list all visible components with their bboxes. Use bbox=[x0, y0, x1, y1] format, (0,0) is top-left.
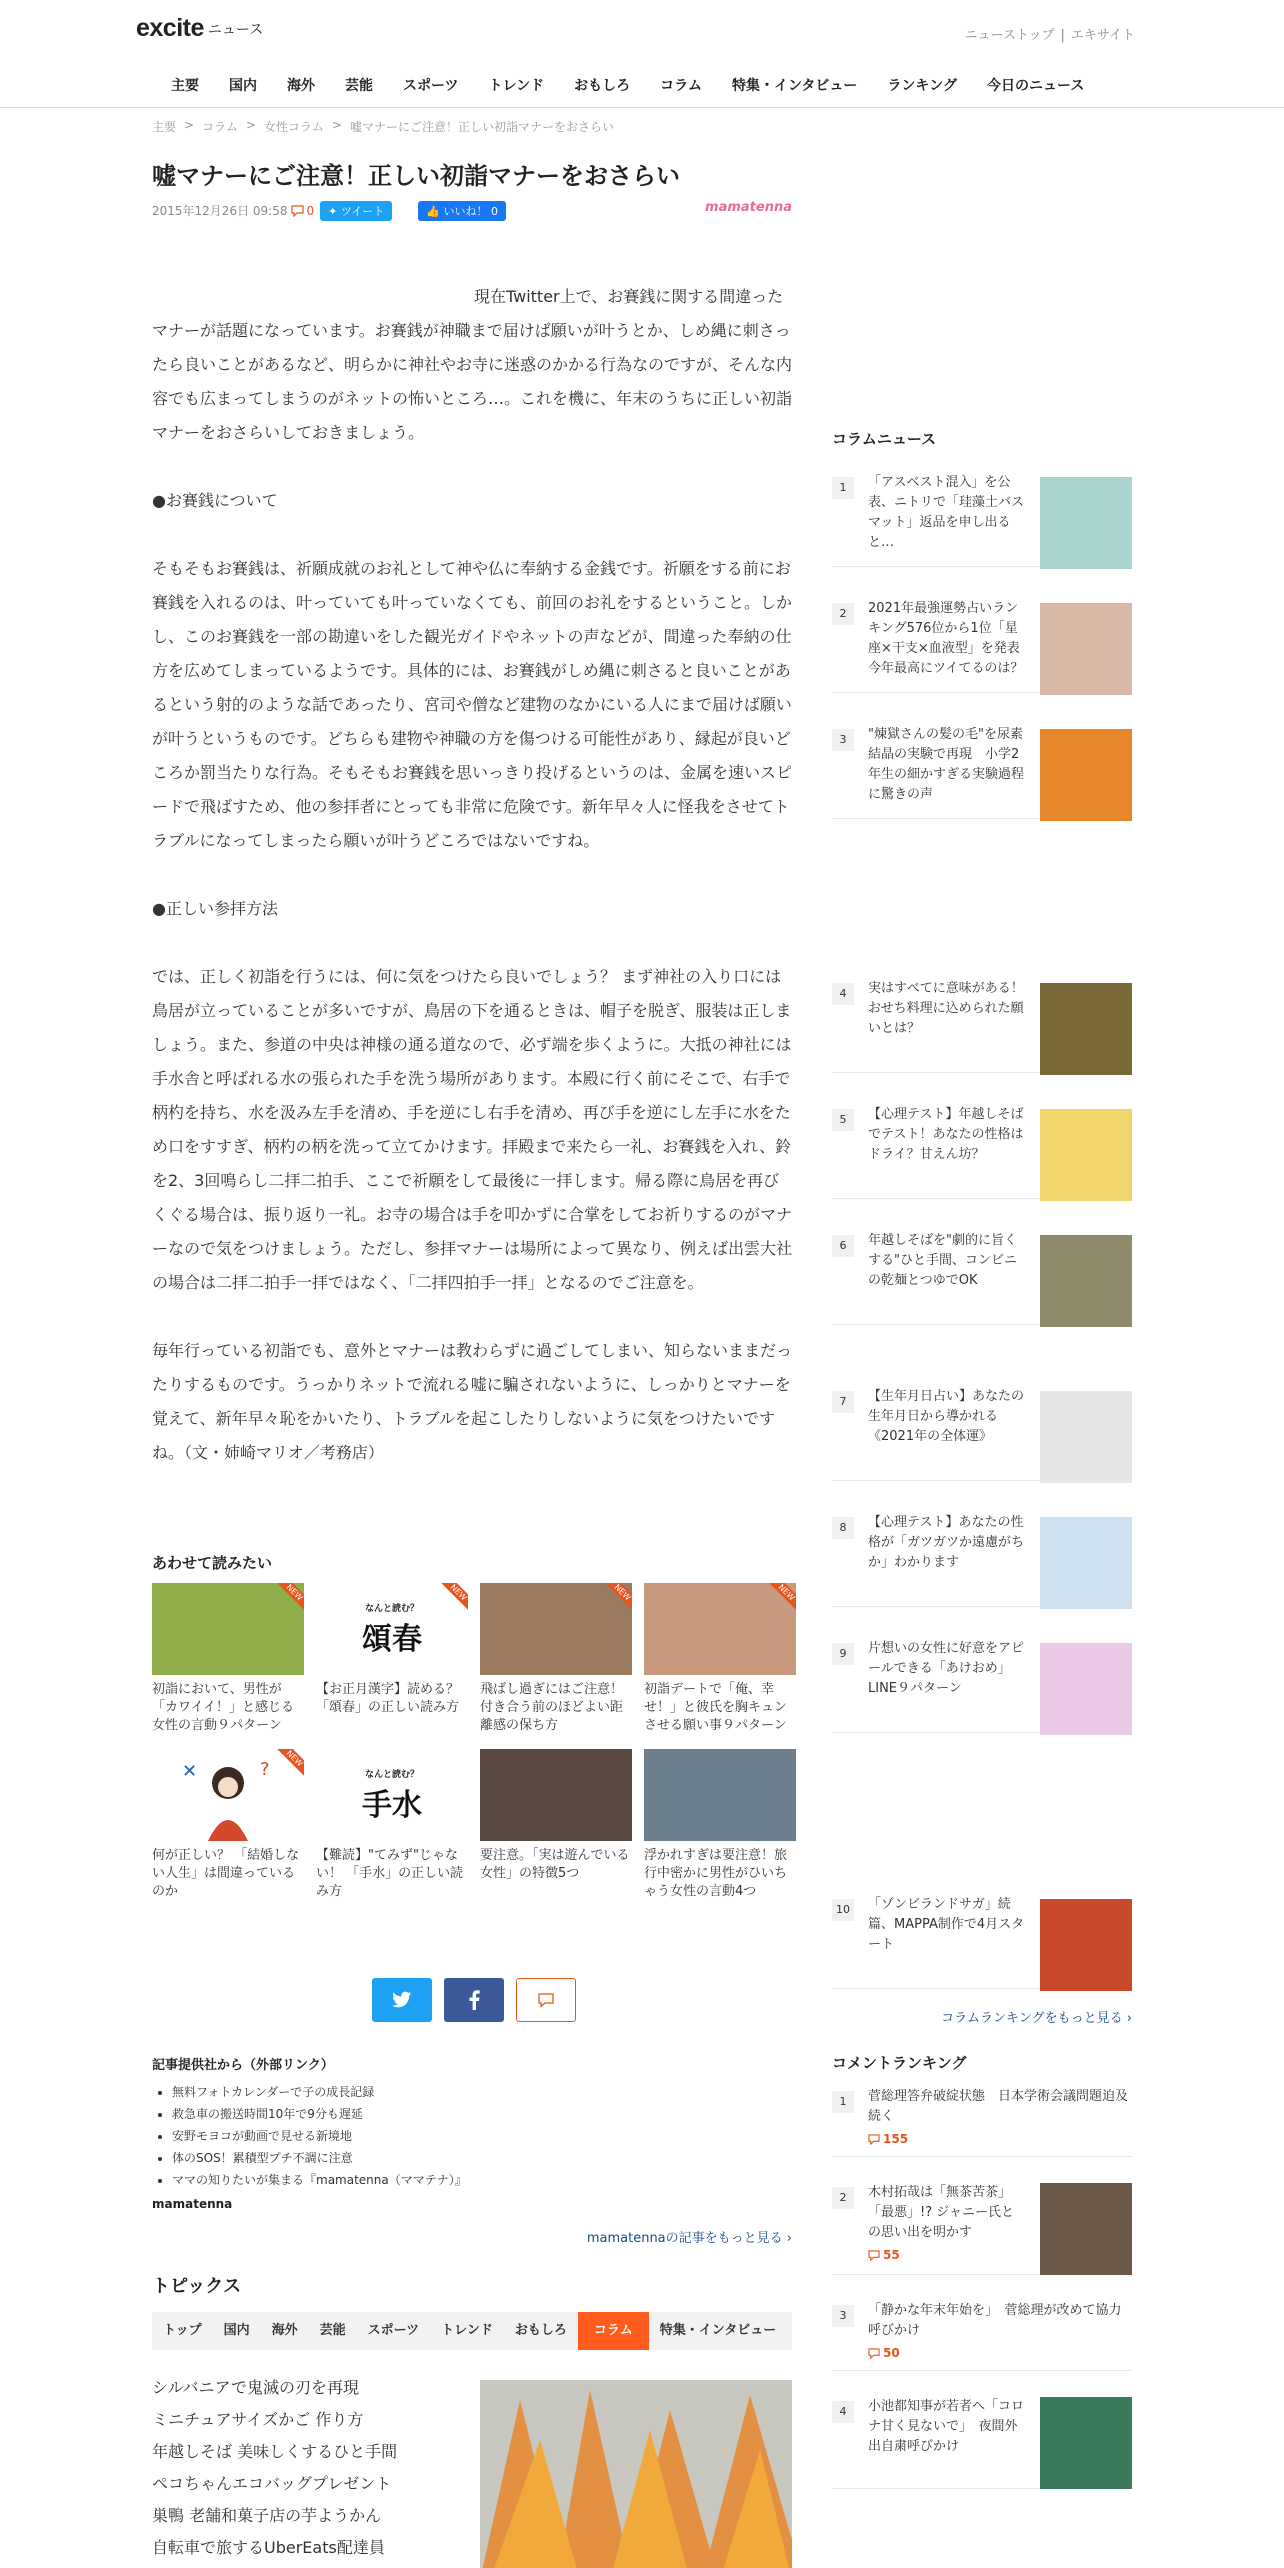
article-date: 2015年12月26日 09:58 bbox=[152, 204, 288, 219]
column-news-item[interactable] bbox=[832, 441, 1132, 567]
related-article-title: 要注意。「実は遊んでいる女性」の特徴5つ bbox=[480, 1848, 630, 1881]
related-article-card[interactable] bbox=[644, 1583, 796, 1735]
related-article-title: 浮かれすぎは要注意！旅行中密かに男性がひいちゃう女性の言動4つ bbox=[644, 1848, 788, 1899]
column-news-title: 「アスベスト混入」を公表、ニトリで「珪藻土バスマット」返品を申し出ると… bbox=[868, 475, 1025, 550]
topics-tab[interactable]: 国内 bbox=[223, 2323, 250, 2338]
comment-ranking-item[interactable] bbox=[832, 2157, 1132, 2275]
provider-logo[interactable]: mamatenna bbox=[705, 199, 792, 215]
ad-slot bbox=[832, 1733, 1132, 1863]
nav-item[interactable]: 海外 bbox=[287, 78, 315, 94]
nav-item[interactable]: 芸能 bbox=[345, 78, 373, 94]
nav-item[interactable]: おもしろ bbox=[574, 78, 631, 94]
column-news-thumbnail bbox=[1040, 1109, 1132, 1201]
related-article-card[interactable] bbox=[480, 1749, 632, 1901]
related-article-thumbnail bbox=[644, 1583, 796, 1675]
column-news-thumbnail bbox=[1040, 983, 1132, 1075]
related-article-card[interactable] bbox=[316, 1749, 468, 1901]
related-article-title: 初詣において、男性が「カワイイ！」と感じる女性の言動９パターン bbox=[152, 1682, 294, 1733]
nav-item[interactable]: 特集・インタビュー bbox=[731, 78, 858, 94]
comment-count-value: 155 bbox=[883, 2132, 909, 2146]
breadcrumb-item: 嘘マナーにご注意！正しい初詣マナーをおさらい bbox=[349, 120, 614, 134]
article-paragraph: そもそもお賽銭は、祈願成就のお礼として神や仏に奉納する金銭です。祈願をする前にお賽銭を入れるのは、叶っていても叶っていなくても、前回のお礼をするということ。しかし、このお賽銭を一部の勘違いをした観光ガイドやネットの声などが、間違った奉納の仕方を広めてしまっているようです。具体的には、お賽銭がしめ縄に刺さると良いことがあるという射的のような話であったり、宮司や僧など建物のなかにいる人にまで届けば願いが叶うというものです。どちらも建物や神職の方を傷つける可能性があり、縁起が良いどころか罰当たりな行為。そもそもお賽銭を思いっきり投げるというのは、金属を速いスピードで飛ばすため、他の参拝者にとっても非常に危険です。新年早々人に怪我をさせてトラブルになってしまったら願いが叶うどころではないですね。 bbox=[152, 558, 793, 850]
article-paragraph: 毎年行っている初詣でも、意外とマナーは教わらずに過ごしてしまい、知らないままだったりするものです。うっかりネットで流れる嘘に騙されないように、しっかりとマナーを覚えて、新年早々恥をかいたり、トラブルを起こしたりしないように気をつけたいですね。（文・姉崎マリオ／考務店） bbox=[152, 1340, 793, 1462]
column-news-thumbnail bbox=[1040, 1235, 1132, 1327]
related-article-thumbnail bbox=[152, 1583, 304, 1675]
rank-number: 5 bbox=[832, 1109, 854, 1131]
breadcrumb-separator: > bbox=[245, 118, 257, 132]
related-article-title: 飛ばし過ぎにはご注意！付き合う前のほどよい距離感の保ち方 bbox=[480, 1682, 624, 1733]
topic-link[interactable]: シルバニアで鬼滅の刃を再現 bbox=[152, 2378, 359, 2397]
chevron-right-icon: › bbox=[786, 2231, 792, 2246]
column-news-title: "煉獄さんの髪の毛"を尿素結晶の実験で再現 小学2年生の細かすぎる実験過程に驚きの声 bbox=[868, 727, 1025, 802]
rank-number: 1 bbox=[832, 2091, 854, 2113]
comment-icon bbox=[868, 2250, 880, 2261]
chevron-right-icon: › bbox=[1126, 2011, 1132, 2026]
column-news-thumbnail bbox=[1040, 1391, 1132, 1483]
twitter-bird-icon: ✦ bbox=[328, 204, 341, 218]
related-article-thumbnail bbox=[316, 1749, 468, 1841]
column-news-heading: コラムニュース bbox=[832, 430, 937, 448]
topics-section bbox=[152, 2272, 792, 2564]
topics-tab[interactable]: コラム bbox=[578, 2312, 649, 2350]
topics-tabs bbox=[152, 2312, 792, 2350]
article-meta bbox=[152, 200, 792, 222]
column-news-thumbnail bbox=[1040, 1899, 1132, 1991]
excite-logo[interactable] bbox=[136, 14, 263, 43]
topic-link[interactable]: 年越しそば 美味しくするひと手間 bbox=[152, 2442, 398, 2461]
header-link-excite[interactable]: エキサイト bbox=[1070, 28, 1135, 43]
comment-count-value: 50 bbox=[883, 2346, 900, 2360]
nav-item[interactable]: 主要 bbox=[171, 78, 199, 94]
breadcrumb-item[interactable]: コラム bbox=[202, 120, 238, 134]
ad-slot bbox=[832, 819, 1132, 947]
comment-ranking-count bbox=[868, 2245, 1026, 2265]
site-header bbox=[0, 0, 1284, 64]
related-article-title: 【お正月漢字】読める？ 「頌春」の正しい読み方 bbox=[316, 1682, 460, 1715]
svg-text:✕: ✕ bbox=[182, 1761, 198, 1782]
comment-count-value: 55 bbox=[883, 2248, 900, 2262]
comment-ranking-count bbox=[868, 2129, 1132, 2149]
topics-heading: トピックス bbox=[152, 2276, 242, 2297]
column-news-title: 2021年最強運勢占いランキング576位から1位「星座×干支×血液型」を発表 今年最高にツイてるのは？ bbox=[868, 601, 1033, 676]
breadcrumb bbox=[152, 118, 614, 135]
topics-featured-image[interactable] bbox=[480, 2380, 792, 2568]
column-news-item[interactable] bbox=[832, 567, 1132, 693]
sidebar bbox=[832, 428, 1132, 2489]
share-buttons bbox=[372, 1978, 576, 2022]
external-link[interactable]: • 無料フォトカレンダーで子の成長記録 bbox=[172, 2081, 792, 2103]
facebook-icon bbox=[469, 1990, 480, 2010]
topic-link[interactable]: 自転車で旅するUberEats配達員 bbox=[152, 2538, 385, 2557]
column-news-item[interactable] bbox=[832, 693, 1132, 819]
thumbs-up-icon: 👍 bbox=[426, 204, 444, 218]
more-provider-articles-link[interactable] bbox=[152, 2227, 792, 2246]
comment-ranking-body bbox=[868, 2087, 1132, 2149]
tweet-label: ツイート bbox=[340, 204, 385, 218]
comment-icon bbox=[868, 2348, 880, 2359]
column-news-title: 実はすべてに意味がある！おせち料理に込められた願いとは？ bbox=[868, 981, 1024, 1036]
new-badge: NEW bbox=[602, 1583, 632, 1613]
breadcrumb-separator: > bbox=[184, 118, 195, 132]
related-article-thumbnail bbox=[316, 1583, 468, 1675]
external-links bbox=[152, 2054, 792, 2246]
ad-slot bbox=[832, 1325, 1132, 1355]
comment-icon bbox=[291, 205, 304, 217]
related-article-thumbnail bbox=[480, 1749, 632, 1841]
breadcrumb-separator: > bbox=[331, 118, 342, 132]
rank-number: 4 bbox=[832, 2401, 854, 2423]
related-article-title: 何が正しい？ 「結婚しない人生」は間違っているのか bbox=[152, 1848, 300, 1899]
topics-tab[interactable]: スポーツ bbox=[367, 2323, 420, 2338]
nav-item[interactable]: コラム bbox=[660, 78, 702, 94]
column-news-item[interactable] bbox=[832, 947, 1132, 1073]
article-title: 嘘マナーにご注意！正しい初詣マナーをおさらい bbox=[152, 162, 680, 190]
column-news-item[interactable] bbox=[832, 1607, 1132, 1733]
breadcrumb-item[interactable]: 女性コラム bbox=[264, 120, 324, 134]
comment-button[interactable] bbox=[516, 1978, 576, 2022]
comment-ranking-thumbnail bbox=[1040, 2397, 1132, 2489]
comment-icon bbox=[868, 2134, 880, 2145]
related-article-thumbnail bbox=[644, 1749, 796, 1841]
topics-tab[interactable]: 海外 bbox=[271, 2323, 298, 2338]
topics-tab[interactable]: トップ bbox=[163, 2323, 202, 2338]
topics-tab[interactable]: おもしろ bbox=[514, 2323, 567, 2338]
comment-ranking-body bbox=[868, 2397, 1026, 2457]
external-link[interactable]: • 救急車の搬送時間10年で9分も遅延 bbox=[172, 2103, 792, 2125]
related-article-card[interactable] bbox=[644, 1749, 796, 1901]
related-article-thumbnail bbox=[152, 1749, 304, 1841]
new-badge: NEW bbox=[438, 1583, 468, 1613]
related-article-card[interactable] bbox=[316, 1583, 468, 1735]
thumbnail-kicker: なんと読む？ bbox=[364, 1603, 419, 1614]
related-article-card[interactable] bbox=[480, 1583, 632, 1735]
topics-tab[interactable]: トレンド bbox=[441, 2323, 493, 2338]
column-news-thumbnail bbox=[1040, 729, 1132, 821]
comment-ranking-title: 菅総理答弁破綻状態 日本学術会議問題迫及続く bbox=[868, 2089, 1129, 2124]
thumbnail-kicker: なんと読む？ bbox=[364, 1769, 419, 1780]
external-link[interactable]: • 体のSOS！累積型プチ不調に注意 bbox=[172, 2147, 792, 2169]
twitter-share-button[interactable] bbox=[372, 1978, 432, 2022]
global-nav bbox=[0, 64, 1284, 108]
column-news-item[interactable] bbox=[832, 1863, 1132, 1989]
nav-item[interactable]: 今日のニュース bbox=[987, 78, 1085, 94]
topics-tab[interactable]: 特集・インタビュー bbox=[659, 2323, 777, 2338]
column-news-thumbnail bbox=[1040, 1517, 1132, 1609]
external-source: mamatenna bbox=[152, 2197, 233, 2211]
comment-ranking-title: 「静かな年末年始を」 菅総理が改めて協力呼びかけ bbox=[868, 2303, 1122, 2338]
twitter-icon bbox=[392, 1991, 412, 2009]
article-body bbox=[152, 280, 792, 1470]
nav-item[interactable]: スポーツ bbox=[403, 78, 459, 94]
column-news-thumbnail bbox=[1040, 603, 1132, 695]
header-links bbox=[962, 24, 1138, 43]
column-news-title: 【生年月日占い】あなたの生年月日から導かれる《2021年の全体運》 bbox=[868, 1389, 1025, 1444]
related-article-title: 初詣デートで「俺、幸せ！」と彼氏を胸キュンさせる願い事９パターン bbox=[644, 1682, 788, 1733]
header-link-separator: | bbox=[1060, 28, 1065, 43]
column-news-thumbnail bbox=[1040, 1643, 1132, 1735]
topic-link[interactable]: ペコちゃんエコバッグプレゼント bbox=[152, 2474, 392, 2493]
nav-item[interactable]: トレンド bbox=[488, 78, 545, 94]
comment-ranking-heading: コメントランキング bbox=[832, 2054, 967, 2072]
more-label: mamatennaの記事をもっと見る bbox=[586, 2231, 783, 2246]
column-news-thumbnail bbox=[1040, 477, 1132, 569]
logo-mark: excite bbox=[136, 14, 204, 42]
related-article-card[interactable] bbox=[152, 1583, 304, 1735]
rank-number: 6 bbox=[832, 1235, 854, 1257]
related-heading: あわせて読みたい bbox=[152, 1554, 273, 1572]
comment-ranking-body bbox=[868, 2183, 1026, 2265]
column-news-item[interactable] bbox=[832, 1481, 1132, 1607]
column-news-title: 年越しそばを"劇的に旨くする"ひと手間、コンビニの乾麺とつゆでOK bbox=[868, 1233, 1017, 1288]
tweet-button[interactable] bbox=[320, 201, 392, 221]
like-label: いいね！ 0 bbox=[443, 204, 498, 218]
comment-ranking-title: 小池都知事が若者へ「コロナ甘く見ないで」 夜間外出自粛呼びかけ bbox=[868, 2399, 1025, 2454]
comment-ranking-title: 木村拓哉は「無茶苦茶」「最悪」!? ジャニー氏との思い出を明かす bbox=[868, 2185, 1014, 2240]
topic-link[interactable]: ミニチュアサイズかご 作り方 bbox=[152, 2410, 364, 2429]
new-badge: NEW bbox=[274, 1749, 304, 1779]
column-news-item[interactable] bbox=[832, 1355, 1132, 1481]
column-news-item[interactable] bbox=[832, 1073, 1132, 1199]
svg-text:?: ? bbox=[260, 1759, 270, 1780]
external-link[interactable]: • ママの知りたいが集まる『mamatenna（ママテナ）』 bbox=[172, 2169, 792, 2191]
nav-item[interactable]: 国内 bbox=[229, 78, 257, 94]
comment-count[interactable] bbox=[291, 204, 314, 218]
comment-ranking-item[interactable] bbox=[832, 2061, 1132, 2157]
article-paragraph: 現在Twitter上で、お賽銭に関する間違ったマナーが話題になっています。お賽銭が神職まで届けば願いが叶うとか、しめ縄に刺さったら良いことがあるなど、明らかに神社やお寺に迷惑のかかる行為なのですが、そんな内容でも広まってしまうのがネットの怖いところ…。これを機に、年末のうちに正しい初詣マナーをおさらいしておきましょう。 bbox=[152, 286, 793, 442]
external-link[interactable]: • 安野モヨコが動画で見せる新境地 bbox=[172, 2125, 792, 2147]
topics-tab[interactable]: 芸能 bbox=[319, 2323, 346, 2338]
related-article-card[interactable] bbox=[152, 1749, 304, 1901]
column-news-item[interactable] bbox=[832, 1199, 1132, 1325]
column-news-title: 「ゾンビランドサガ」続篇、MAPPA制作で4月スタート bbox=[868, 1897, 1025, 1952]
facebook-share-button[interactable] bbox=[444, 1978, 504, 2022]
rank-number: 1 bbox=[832, 477, 854, 499]
rank-number: 9 bbox=[832, 1643, 854, 1665]
article-subheading: ●正しい参拝方法 bbox=[152, 898, 278, 918]
column-ranking-more-link[interactable] bbox=[832, 2007, 1132, 2026]
header-link-news-top[interactable]: ニューストップ bbox=[964, 28, 1055, 43]
thumbnail-label: 頌春 bbox=[362, 1621, 422, 1657]
comment-ranking-body bbox=[868, 2301, 1132, 2363]
topic-link[interactable]: 巣鴨 老舗和菓子店の芋ようかん bbox=[152, 2506, 382, 2525]
comment-count-value: 0 bbox=[306, 203, 315, 218]
external-links-heading: 記事提供社から（外部リンク） bbox=[152, 2058, 334, 2073]
new-badge: NEW bbox=[766, 1583, 796, 1613]
rank-number: 4 bbox=[832, 983, 854, 1005]
comment-ranking-thumbnail bbox=[1040, 2183, 1132, 2275]
column-news-title: 【心理テスト】年越しそばでテスト！あなたの性格はドライ？甘えん坊？ bbox=[868, 1107, 1024, 1162]
rank-number: 2 bbox=[832, 603, 854, 625]
woman-illustration-icon bbox=[152, 1749, 304, 1841]
thumbnail-label: 手水 bbox=[362, 1787, 422, 1823]
rank-number: 3 bbox=[832, 2305, 854, 2327]
column-ranking-more-label: コラムランキングをもっと見る bbox=[941, 2011, 1123, 2026]
related-articles bbox=[152, 1552, 796, 1901]
breadcrumb-item[interactable]: 主要 bbox=[152, 120, 177, 134]
related-article-title: 【難読】"てみず"じゃない！ 「手水」の正しい読み方 bbox=[316, 1848, 464, 1899]
nav-item[interactable]: ランキング bbox=[887, 78, 958, 94]
comment-icon bbox=[538, 1993, 554, 2008]
rank-number: 3 bbox=[832, 729, 854, 751]
article bbox=[152, 160, 792, 1504]
article-paragraph: では、正しく初詣を行うには、何に気をつけたら良いでしょう？ まず神社の入り口には鳥居が立っていることが多いですが、鳥居の下を通るときは、帽子を脱ぎ、服装は正しましょう。また、参道の中央は神様の通る道なので、必ず端を歩くように。大抵の神社には手水舎と呼ばれる水の張られた手を洗う場所があります。本殿に行く前にそこで、右手で柄杓を持ち、水を汲み左手を清め、手を逆にし右手を清め、再び手を逆にし左手に水をため口をすすぎ、柄杓の柄を洗って立てかけます。拝殿まで来たら一礼、お賽銭を入れ、鈴を2、3回鳴らし二拝二拍手、ここで祈願をして最後に一拝します。帰る際に鳥居を再びくぐる場合は、振り返り一礼。お寺の場合は手を叩かずに合掌をしてお祈りするのがマナーなので気をつけましょう。ただし、参拝マナーは場所によって異なり、例えば出雲大社の場合は二拝二拍手一拝ではなく、「二拝四拍手一拝」となるのでご注意を。 bbox=[152, 966, 793, 1292]
comment-ranking-item[interactable] bbox=[832, 2275, 1132, 2371]
column-news-title: 【心理テスト】あなたの性格が「ガツガツか遠慮がちか」わかります bbox=[868, 1515, 1025, 1570]
comment-ranking-count bbox=[868, 2343, 1132, 2363]
rank-number: 8 bbox=[832, 1517, 854, 1539]
column-news-title: 片想いの女性に好意をアピールできる「あけおめ」LINE９パターン bbox=[868, 1641, 1025, 1696]
rank-number: 7 bbox=[832, 1391, 854, 1413]
like-button[interactable] bbox=[418, 201, 506, 221]
rank-number: 2 bbox=[832, 2187, 854, 2209]
new-badge: NEW bbox=[274, 1583, 304, 1613]
rank-number: 10 bbox=[832, 1899, 854, 1921]
article-subheading: ●お賽銭について bbox=[152, 490, 278, 510]
related-article-thumbnail bbox=[480, 1583, 632, 1675]
comment-ranking-item[interactable] bbox=[832, 2371, 1132, 2489]
logo-subtitle: ニュース bbox=[207, 21, 264, 38]
